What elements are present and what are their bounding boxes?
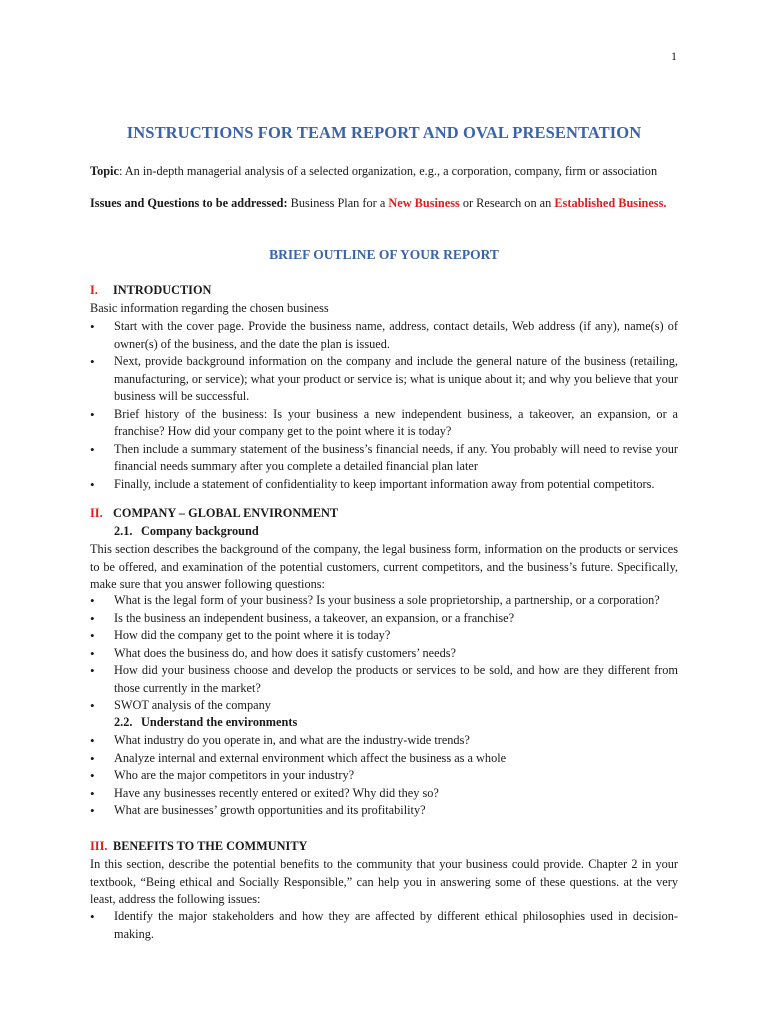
list-item: • How did your business choose and develop the products or services to be sold, and how are they different from those currently in the market? <box>90 662 678 697</box>
list-item: • Finally, include a statement of confidentiality to keep important information away from potential competitors. <box>90 476 678 494</box>
topic-line <box>90 163 690 181</box>
list-item: • Next, provide background information on the company and include the general nature of the business (retailing, manufacturing, or service); what your product or service is; what is unique about it; and why you believe that your business will be successful. <box>90 353 678 406</box>
issues-text: or Research on an <box>459 196 555 210</box>
company-background-bullet-list <box>90 592 678 715</box>
topic-text: : An in-depth managerial analysis of a selected organization, e.g., a corporation, company, firm or association <box>118 164 658 178</box>
issues-text: Business Plan for a <box>287 196 389 210</box>
section-number: I. <box>90 283 98 297</box>
list-item: • Start with the cover page. Provide the business name, address, contact details, Web address (if any), name(s) of owner(s) of the business, and the date the plan is issued. <box>90 318 678 353</box>
subsection-number: 2.2. <box>114 715 133 729</box>
subsection-heading-company-background <box>114 523 259 541</box>
list-item: • What is the legal form of your business? Is your business a sole proprietorship, a partnership, or a corporation? <box>90 592 678 610</box>
outline-title: BRIEF OUTLINE OF YOUR REPORT <box>269 247 499 262</box>
list-item: • Have any businesses recently entered or exited? Why did they so? <box>90 785 678 803</box>
established-business-highlight: Established Business. <box>554 196 667 210</box>
issues-line <box>90 195 678 213</box>
list-item: • Brief history of the business: Is your business a new independent business, a takeover, an expansion, or a franchise? How did your company get to the point where it is today? <box>90 406 678 441</box>
environments-bullet-list <box>90 732 678 820</box>
subsection-heading-environments <box>114 714 297 732</box>
section-intro: Basic information regarding the chosen business <box>90 301 329 315</box>
list-item: • Identify the major stakeholders and how they are affected by different ethical philosophies used in decision-making. <box>90 908 678 943</box>
list-item: • Analyze internal and external environment which affect the business as a whole <box>90 750 678 768</box>
section-title: BENEFITS TO THE COMMUNITY <box>113 839 308 853</box>
list-item: • What are businesses’ growth opportunities and its profitability? <box>90 802 678 820</box>
list-item: • How did the company get to the point where it is today? <box>90 627 678 645</box>
section-heading-company <box>90 505 338 523</box>
list-item: • What industry do you operate in, and what are the industry-wide trends? <box>90 732 678 750</box>
issues-label: Issues and Questions to be addressed: <box>90 196 288 210</box>
section-intro: In this section, describe the potential benefits to the community that your business could provide. Chapter 2 in your textbook, “Being ethical and Socially Responsible,” can help you in answering some of these questions. at the very least, address the following issues: <box>90 857 678 906</box>
section-heading-community <box>90 838 307 856</box>
list-item: • Who are the major competitors in your industry? <box>90 767 678 785</box>
section-number: II. <box>90 506 103 520</box>
introduction-bullet-list <box>90 318 678 493</box>
subsection-number: 2.1. <box>114 524 133 538</box>
subsection-title: Company background <box>141 524 259 538</box>
page-number: 1 <box>671 49 677 63</box>
list-item: • Is the business an independent business, a takeover, an expansion, or a franchise? <box>90 610 678 628</box>
list-item: • Then include a summary statement of the business’s financial needs, if any. You probably will need to revise your financial needs summary after you complete a detailed financial plan later <box>90 441 678 476</box>
section-number: III. <box>90 839 108 853</box>
section-title: COMPANY – GLOBAL ENVIRONMENT <box>113 506 339 520</box>
document-title: INSTRUCTIONS FOR TEAM REPORT AND OVAL PRESENTATION <box>126 123 642 142</box>
section-intro: This section describes the background of the company, the legal business form, information on the products or services to be offered, and examination of the potential customers, current competitors, and the business’s future. Specifically, make sure that you answer following questions: <box>90 542 678 591</box>
subsection-title: Understand the environments <box>141 715 298 729</box>
list-item: • What does the business do, and how does it satisfy customers’ needs? <box>90 645 678 663</box>
section-title: INTRODUCTION <box>113 283 212 297</box>
topic-label: Topic <box>90 164 119 178</box>
community-bullet-list <box>90 908 678 943</box>
new-business-highlight: New Business <box>388 196 460 210</box>
list-item: • SWOT analysis of the company <box>90 697 678 715</box>
section-heading-introduction <box>90 282 211 300</box>
